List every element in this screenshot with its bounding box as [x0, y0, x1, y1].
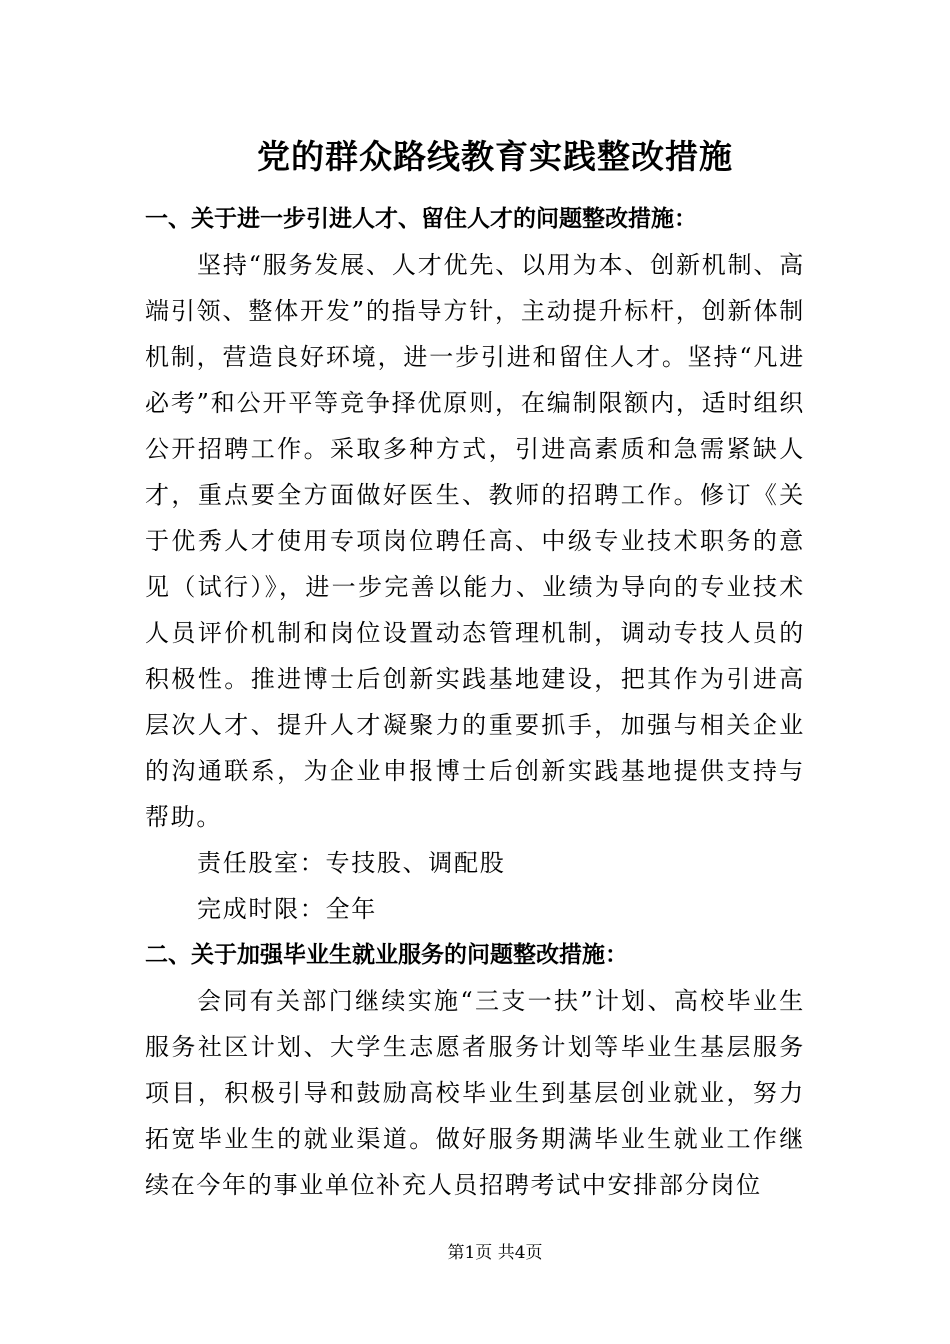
- section-2: [145, 932, 805, 1208]
- document-title: 党的群众路线教育实践整改措施: [257, 137, 733, 176]
- responsible-office: 责任股室：专技股、调配股: [197, 849, 506, 877]
- section-heading: 一、关于进一步引进人才、留住人才的问题整改措施：: [145, 206, 697, 232]
- section-paragraph: 坚持“服务发展、人才优先、以用为本、创新机制、高端引领、整体开发”的指导方针，主动提升标杆，创新体制机制，营造良好环境，进一步引进和留住人才。坚持“凡进必考”和公开平等竞争择优原则，在编制限额内，适时组织公开招聘工作。采取多种方式，引进高素质和急需紧缺人才，重点要全方面做好医生、教师的招聘工作。修订《关于优秀人才使用专项岗位聘任高、中级专业技术职务的意见（试行）》，进一步完善以能力、业绩为导向的专业技术人员评价机制和岗位设置动态管理机制，调动专技人员的积极性。推进博士后创新实践基地建设，把其作为引进高层次人才、提升人才凝聚力的重要抓手，加强与相关企业的沟通联系，为企业申报博士后创新实践基地提供支持与帮助。: [145, 251, 805, 831]
- page-footer: 第1页 共4页: [447, 1243, 543, 1263]
- section-1: [145, 196, 805, 932]
- section-heading: 二、关于加强毕业生就业服务的问题整改措施：: [145, 942, 628, 968]
- completion-deadline: 完成时限：全年: [197, 895, 377, 923]
- document-body: [145, 196, 805, 1208]
- section-paragraph: 会同有关部门继续实施“三支一扶”计划、高校毕业生服务社区计划、大学生志愿者服务计划等毕业生基层服务项目，积极引导和鼓励高校毕业生到基层创业就业，努力拓宽毕业生的就业渠道。做好服务期满毕业生就业工作继续在今年的事业单位补充人员招聘考试中安排部分岗位: [145, 987, 805, 1199]
